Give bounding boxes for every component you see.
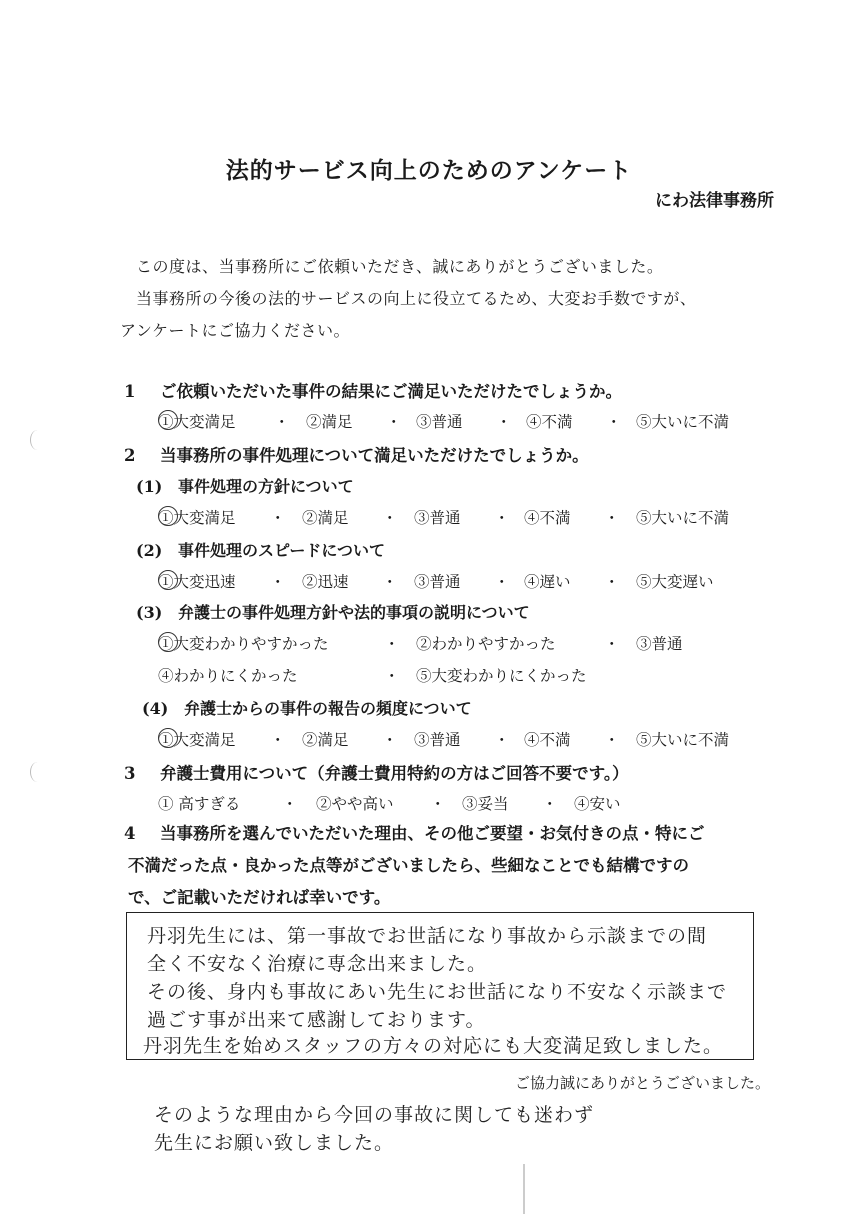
option-4[interactable]: ④不満 bbox=[524, 509, 571, 527]
question-text: 当事務所の事件処理について満足いただけたでしょうか。 bbox=[160, 446, 589, 465]
separator: ・ bbox=[270, 731, 286, 749]
option-2[interactable]: ②やや高い bbox=[316, 795, 394, 813]
handwritten-bottom-line-1: そのような理由から今回の事故に関しても迷わず bbox=[154, 1104, 595, 1126]
separator: ・ bbox=[382, 573, 398, 591]
option-2[interactable]: ②満足 bbox=[302, 509, 349, 527]
separator: ・ bbox=[606, 413, 622, 431]
punch-hole-mark bbox=[30, 430, 45, 450]
separator: ・ bbox=[494, 509, 510, 527]
question-2-2-options bbox=[158, 570, 758, 592]
question-2-3-options-row-2 bbox=[158, 664, 758, 686]
question-1-options bbox=[158, 410, 758, 432]
question-text: ご依頼いただいた事件の結果にご満足いただけたでしょうか。 bbox=[160, 382, 622, 401]
answer-box[interactable] bbox=[126, 912, 754, 1060]
intro-line-2: 当事務所の今後の法的サービスの向上に役立てるため、大変お手数ですが、 bbox=[136, 289, 697, 308]
scan-edge-line bbox=[523, 1164, 525, 1214]
option-3[interactable]: ③普通 bbox=[416, 413, 463, 431]
separator: ・ bbox=[496, 413, 512, 431]
option-3[interactable]: ③普通 bbox=[414, 573, 461, 591]
question-3 bbox=[124, 760, 629, 784]
question-4 bbox=[124, 818, 705, 850]
option-1[interactable]: ① 高すぎる bbox=[158, 795, 241, 813]
question-number: 3 bbox=[124, 764, 136, 783]
option-4[interactable]: ④不満 bbox=[524, 731, 571, 749]
separator: ・ bbox=[494, 573, 510, 591]
sub-number: (3) bbox=[136, 603, 163, 622]
sub-number: (4) bbox=[142, 699, 169, 718]
option-3[interactable]: ③普通 bbox=[414, 731, 461, 749]
option-5[interactable]: ⑤大いに不満 bbox=[636, 509, 730, 527]
option-4[interactable]: ④わかりにくかった bbox=[158, 667, 298, 685]
separator: ・ bbox=[270, 573, 286, 591]
question-number: 1 bbox=[124, 382, 136, 401]
separator: ・ bbox=[604, 573, 620, 591]
question-4-line-2: 不満だった点・良かった点等がございましたら、些細なことでも結構ですの bbox=[128, 856, 689, 875]
question-2-3-options-row-1 bbox=[158, 632, 758, 654]
option-3[interactable]: ③妥当 bbox=[462, 795, 509, 813]
survey-title: 法的サービス向上のためのアンケート bbox=[225, 157, 633, 184]
question-number: 2 bbox=[124, 446, 136, 465]
question-number: 4 bbox=[124, 824, 136, 843]
handwritten-bottom-line-2: 先生にお願い致しました。 bbox=[154, 1132, 395, 1154]
question-2-1 bbox=[136, 474, 354, 497]
separator: ・ bbox=[604, 731, 620, 749]
question-2-2 bbox=[136, 538, 385, 561]
option-5[interactable]: ⑤大変わかりにくかった bbox=[416, 667, 587, 685]
option-2[interactable]: ②満足 bbox=[306, 413, 353, 431]
separator: ・ bbox=[382, 731, 398, 749]
sub-number: (2) bbox=[136, 541, 163, 560]
firm-name: にわ法律事務所 bbox=[655, 191, 774, 211]
option-1[interactable]: ①大変満足 bbox=[158, 731, 236, 749]
option-5[interactable]: ⑤大いに不満 bbox=[636, 413, 730, 431]
punch-hole-mark bbox=[30, 762, 45, 782]
separator: ・ bbox=[282, 795, 298, 813]
option-1[interactable]: ①大変わかりやすかった bbox=[158, 635, 329, 653]
option-3[interactable]: ③普通 bbox=[636, 635, 683, 653]
selected-circle-mark bbox=[158, 728, 178, 748]
question-2-4 bbox=[142, 696, 472, 719]
question-4-line-1: 当事務所を選んでいただいた理由、その他ご要望・お気付きの点・特にご bbox=[160, 824, 705, 843]
separator: ・ bbox=[382, 509, 398, 527]
question-text: 弁護士費用について（弁護士費用特約の方はご回答不要です。） bbox=[160, 764, 629, 783]
intro-line-1: この度は、当事務所にご依頼いただき、誠にありがとうございました。 bbox=[136, 257, 664, 276]
question-2-1-options bbox=[158, 506, 758, 528]
sub-number: (1) bbox=[136, 477, 163, 496]
question-4-line-3: で、ご記載いただければ幸いです。 bbox=[128, 888, 391, 907]
handwritten-line-2: 全く不安なく治療に専念出来ました。 bbox=[147, 953, 488, 975]
option-2[interactable]: ②満足 bbox=[302, 731, 349, 749]
selected-circle-mark bbox=[158, 506, 178, 526]
question-2-4-options bbox=[158, 728, 758, 750]
sub-text: 事件処理のスピードについて bbox=[178, 541, 386, 560]
option-1[interactable]: ①大変満足 bbox=[158, 413, 236, 431]
separator: ・ bbox=[604, 509, 620, 527]
thanks-message: ご協力誠にありがとうございました。 bbox=[514, 1074, 770, 1092]
option-2[interactable]: ②わかりやすかった bbox=[416, 635, 556, 653]
separator: ・ bbox=[494, 731, 510, 749]
separator: ・ bbox=[384, 635, 400, 653]
handwritten-line-5: 丹羽先生を始めスタッフの方々の対応にも大変満足致しました。 bbox=[143, 1035, 724, 1057]
option-5[interactable]: ⑤大変遅い bbox=[636, 573, 714, 591]
separator: ・ bbox=[386, 413, 402, 431]
option-4[interactable]: ④不満 bbox=[526, 413, 573, 431]
separator: ・ bbox=[542, 795, 558, 813]
separator: ・ bbox=[270, 509, 286, 527]
option-4[interactable]: ④安い bbox=[574, 795, 621, 813]
handwritten-line-4: 過ごす事が出来て感謝しております。 bbox=[147, 1009, 486, 1031]
option-3[interactable]: ③普通 bbox=[414, 509, 461, 527]
handwritten-line-1: 丹羽先生には、第一事故でお世話になり事故から示談までの間 bbox=[147, 925, 708, 947]
separator: ・ bbox=[274, 413, 290, 431]
sub-text: 事件処理の方針について bbox=[178, 477, 354, 496]
selected-circle-mark bbox=[158, 570, 178, 590]
handwritten-line-3: その後、身内も事故にあい先生にお世話になり不安なく示談まで bbox=[147, 981, 728, 1003]
separator: ・ bbox=[604, 635, 620, 653]
option-2[interactable]: ②迅速 bbox=[302, 573, 349, 591]
intro-line-3: アンケートにご協力ください。 bbox=[120, 321, 351, 340]
separator: ・ bbox=[430, 795, 446, 813]
sub-text: 弁護士からの事件の報告の頻度について bbox=[184, 699, 472, 718]
option-1[interactable]: ①大変迅速 bbox=[158, 573, 236, 591]
option-1[interactable]: ①大変満足 bbox=[158, 509, 236, 527]
separator: ・ bbox=[384, 667, 400, 685]
question-1 bbox=[124, 378, 622, 402]
selected-circle-mark bbox=[158, 632, 178, 652]
question-2-3 bbox=[136, 600, 530, 623]
selected-circle-mark bbox=[158, 410, 178, 430]
question-3-options bbox=[158, 792, 658, 814]
sub-text: 弁護士の事件処理方針や法的事項の説明について bbox=[178, 603, 530, 622]
option-5[interactable]: ⑤大いに不満 bbox=[636, 731, 730, 749]
question-2 bbox=[124, 442, 589, 466]
option-4[interactable]: ④遅い bbox=[524, 573, 571, 591]
